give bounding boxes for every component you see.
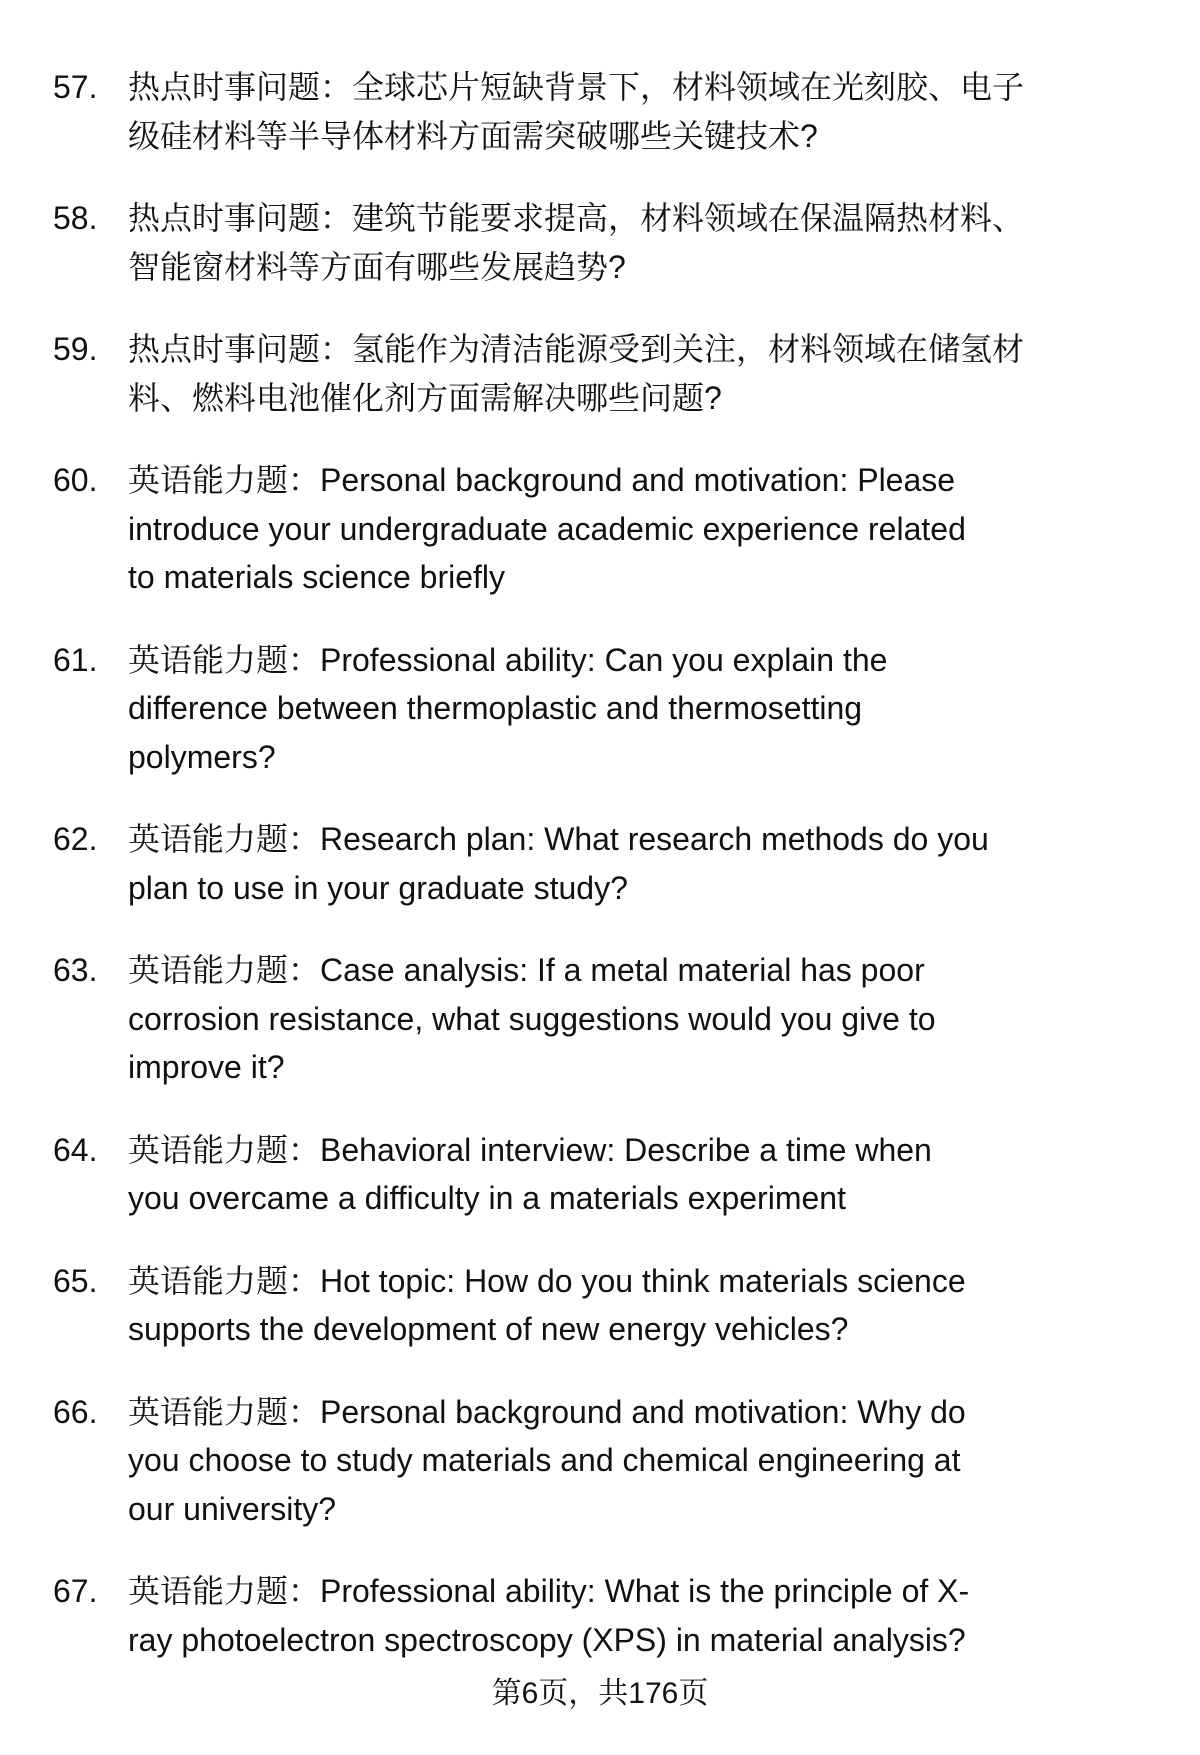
question-text	[128, 194, 1200, 291]
question-text-line: polymers?	[128, 738, 276, 775]
question-text-line: ray photoelectron spectroscopy (XPS) in material analysis?	[128, 1621, 966, 1658]
question-text	[128, 636, 1200, 782]
question-item	[0, 1257, 1200, 1354]
question-text-line: 英语能力题：Personal background and motivation: Please	[128, 462, 956, 498]
question-text	[128, 1388, 1200, 1534]
question-text-line: 热点时事问题：全球芯片短缺背景下，材料领域在光刻胶、电子	[128, 69, 1025, 105]
question-list	[0, 63, 1200, 1698]
question-text-line: 英语能力题：Professional ability: What is the principle of X-	[128, 1573, 970, 1609]
question-number: 64.	[53, 1131, 98, 1168]
question-number: 58.	[53, 200, 98, 236]
question-number: 65.	[53, 1262, 98, 1299]
question-text-line: you overcame a difficulty in a materials experiment	[128, 1180, 846, 1216]
question-number: 66.	[53, 1393, 98, 1430]
question-text-line: 料、燃料电池催化剂方面需解决哪些问题?	[128, 379, 722, 416]
question-text-line: 热点时事问题：氢能作为清洁能源受到关注，材料领域在储氢材	[128, 331, 1025, 367]
page-footer: 第6页，共176页	[491, 1677, 709, 1710]
question-text-line: 级硅材料等半导体材料方面需突破哪些关键技术?	[128, 117, 818, 154]
question-text	[128, 456, 1200, 602]
question-text	[128, 1126, 1200, 1223]
question-text-line: supports the development of new energy vehicles?	[128, 1311, 849, 1347]
question-number: 67.	[53, 1573, 98, 1609]
question-text-line: 热点时事问题：建筑节能要求提高，材料领域在保温隔热材料、	[128, 200, 1025, 236]
question-text	[128, 325, 1200, 422]
question-text-line: 英语能力题：Hot topic: How do you think materials science	[128, 1262, 966, 1299]
question-text-line: difference between thermoplastic and thermosetting	[128, 690, 863, 726]
question-item	[0, 1388, 1200, 1534]
question-text	[128, 63, 1200, 160]
question-number: 63.	[53, 952, 98, 988]
question-text-line: 英语能力题：Professional ability: Can you explain the	[128, 641, 888, 678]
question-item	[0, 1567, 1200, 1664]
question-text	[128, 815, 1200, 912]
question-number: 60.	[53, 462, 98, 498]
question-item	[0, 456, 1200, 602]
question-text	[128, 946, 1200, 1092]
question-text-line: 英语能力题：Case analysis: If a metal material has poor	[128, 952, 925, 988]
question-item	[0, 636, 1200, 782]
question-item	[0, 63, 1200, 160]
question-item	[0, 194, 1200, 291]
question-text-line: improve it?	[128, 1049, 285, 1085]
question-number: 57.	[53, 69, 98, 105]
question-number: 59.	[53, 331, 98, 367]
question-text	[128, 1257, 1200, 1354]
question-item	[0, 815, 1200, 912]
question-number: 61.	[53, 641, 98, 678]
question-text-line: to materials science briefly	[128, 559, 506, 595]
question-text-line: corrosion resistance, what suggestions would you give to	[128, 1000, 936, 1037]
question-text-line: introduce your undergraduate academic experience related	[128, 510, 966, 547]
question-number: 62.	[53, 821, 98, 857]
question-text-line: plan to use in your graduate study?	[128, 869, 628, 906]
question-item	[0, 946, 1200, 1092]
question-item	[0, 1126, 1200, 1223]
question-text-line: 英语能力题：Behavioral interview: Describe a time when	[128, 1131, 932, 1168]
question-text-line: 英语能力题：Research plan: What research methods do you	[128, 821, 989, 857]
question-text-line: our university?	[128, 1490, 337, 1527]
question-text-line: you choose to study materials and chemical engineering at	[128, 1442, 961, 1478]
question-text-line: 英语能力题：Personal background and motivation: Why do	[128, 1393, 966, 1430]
question-item	[0, 325, 1200, 422]
question-text-line: 智能窗材料等方面有哪些发展趋势?	[128, 248, 626, 285]
question-text	[128, 1567, 1200, 1664]
